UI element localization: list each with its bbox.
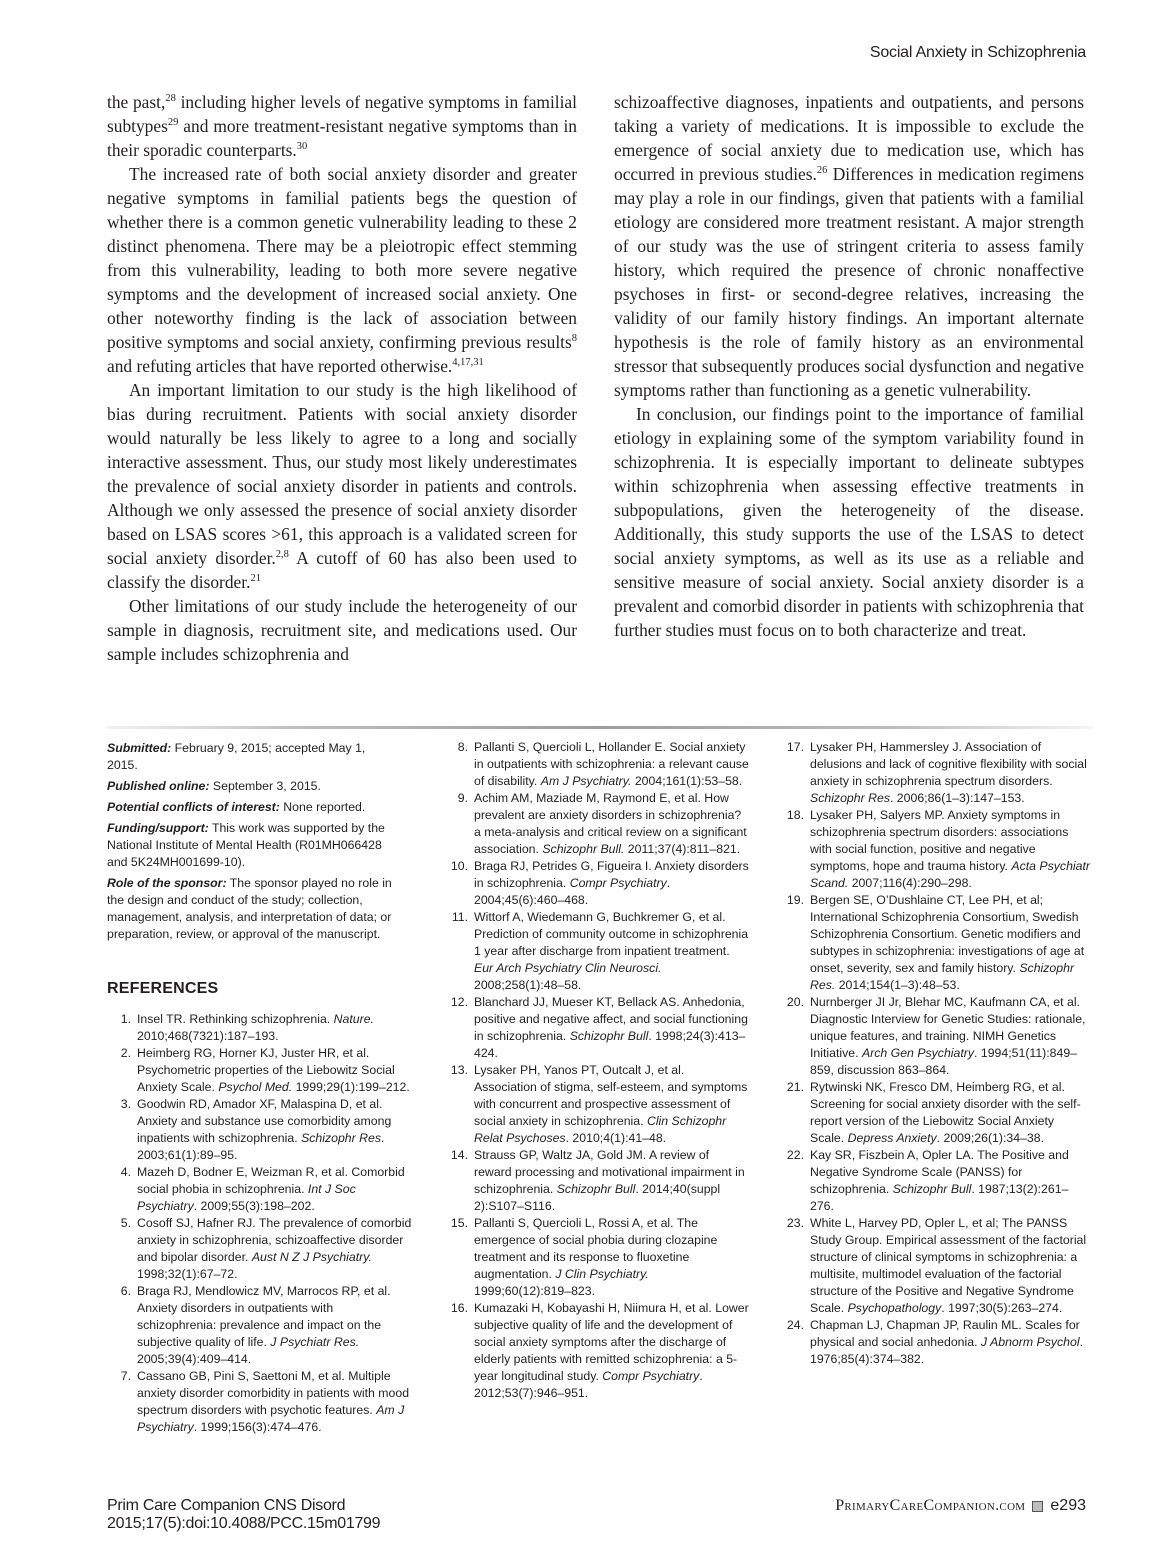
reference-item <box>444 1300 749 1402</box>
body-paragraph <box>614 90 1084 402</box>
reference-details: . 1994;51(11):849–859, discussion 863–864. <box>810 1046 1078 1077</box>
note-submitted <box>107 740 397 774</box>
reference-number: 24. <box>786 1318 804 1332</box>
note-text: None reported. <box>279 800 366 814</box>
body-paragraph <box>107 90 577 162</box>
body-text: The increased rate of both social anxiety disorder and greater negative symptoms in familial patients begs the question of whether there is a common genetic vulnerability leading to these 2 distinct phenomena. There may be a pleiotropic effect stemming from this vulnerability, leading to both more severe negative symptoms and the development of increased social anxiety. One other noteworthy finding is the lack of association between positive symptoms and social anxiety, confirming previous results <box>107 164 577 352</box>
reference-item <box>444 994 749 1062</box>
reference-journal: Am J Psychiatry. <box>540 774 632 788</box>
reference-text: White L, Harvey PD, Opler L, et al; The PANSS Study Group. Empirical assessment of the factorial structure of clinical symptoms in schizophrenia: a multisite, multimodel evaluation of the factorial structure of the Positive and Negative Syndrome Scale. <box>810 1216 1087 1315</box>
reference-text: Kay SR, Fiszbein A, Opler LA. The Positive and Negative Syndrome Scale (PANSS) for schizophrenia. <box>810 1148 1069 1196</box>
journal-citation <box>107 1497 380 1533</box>
note-text: September 3, 2015. <box>209 779 321 793</box>
reference-text: Kumazaki H, Kobayashi H, Niimura H, et al. Lower subjective quality of life and the development of social anxiety symptoms after the discharge of elderly patients with remitted schizophrenia: a 5-year longitudinal study. <box>474 1301 749 1383</box>
reference-text: Bergen SE, O’Dushlaine CT, Lee PH, et al; International Schizophrenia Consortium, Swedish Schizophrenia Consortium. Genetic modifiers and subtypes in schizophrenia: investigations of age at onset, severity, sex and family history. <box>810 893 1085 975</box>
reference-journal: J Clin Psychiatry. <box>555 1267 649 1281</box>
reference-text: Rytwinski NK, Fresco DM, Heimberg RG, et al. Screening for social anxiety disorder with the self-report version of the Liebowitz Social Anxiety Scale. <box>810 1080 1081 1145</box>
reference-details: . 2004;45(6):460–468. <box>474 876 671 907</box>
reference-item <box>107 1096 412 1164</box>
article-notes <box>107 740 397 947</box>
reference-text: Cosoff SJ, Hafner RJ. The prevalence of comorbid anxiety in schizophrenia, schizoaffective disorder and bipolar disorder. <box>137 1216 412 1264</box>
reference-details: 1999;60(12):819–823. <box>474 1284 596 1298</box>
reference-text: Goodwin RD, Amador XF, Malaspina D, et al. Anxiety and substance use comorbidity among inpatients with schizophrenia. <box>137 1097 392 1145</box>
reference-item <box>444 858 749 909</box>
reference-text: Chapman LJ, Chapman JP, Raulin ML. Scales for physical and social anhedonia. <box>810 1318 1080 1349</box>
body-text: Differences in medication regimens may play a role in our findings, given that patients with a familial etiology are considered more treatment resistant. A major strength of our study was the use of stringent criteria to assess family history, which required the presence of chronic nonaffective psychoses in first- or second-degree relatives, increasing the validity of our family history findings. An important alternate hypothesis is the role of family history as an environmental stressor that subsequently produces social dysfunction and negative symptoms rather than functioning as a genetic vulnerability. <box>614 164 1084 400</box>
note-text: This work was supported by the National Institute of Mental Health (R01MH066428 and 5K24MH001699-10). <box>107 821 385 869</box>
reference-number: 11. <box>451 910 468 924</box>
reference-journal: Schizophr Res. <box>810 961 1075 992</box>
note-text: The sponsor played no role in the design and conduct of the study; collection, management, analysis, and interpretation of data; or preparation, review, or approval of the manuscript. <box>107 876 392 941</box>
reference-number: 13. <box>450 1063 468 1077</box>
reference-number: 22. <box>786 1148 804 1162</box>
reference-details: 2004;161(1):53–58. <box>631 774 743 788</box>
reference-details: . 1998;24(3):413–424. <box>474 1029 746 1060</box>
body-text: A cutoff of 60 has also been used to classify the disorder. <box>107 548 577 592</box>
reference-text: Blanchard JJ, Mueser KT, Bellack AS. Anhedonia, positive and negative affect, and social functioning in schizophrenia. <box>474 995 748 1043</box>
citation-superscript: 2,8 <box>275 549 289 560</box>
body-text: Other limitations of our study include the heterogeneity of our sample in diagnosis, recruitment site, and medications used. Our sample includes schizophrenia and <box>107 596 577 664</box>
reference-journal: Schizophr Res <box>301 1131 382 1145</box>
reference-text: Cassano GB, Pini S, Saettoni M, et al. Multiple anxiety disorder comorbidity in patients with mood spectrum disorders with psychotic features. <box>137 1369 410 1417</box>
citation-superscript: 28 <box>165 93 176 104</box>
reference-item <box>780 1317 1090 1368</box>
square-icon <box>1032 1501 1043 1512</box>
reference-journal: J Abnorm Psychol <box>980 1335 1080 1349</box>
reference-details: 2011;37(4):811–821. <box>624 842 741 856</box>
reference-number: 8. <box>457 740 468 754</box>
reference-text: Pallanti S, Quercioli L, Hollander E. Social anxiety in outpatients with schizophrenia: a relevant cause of disability. <box>474 740 749 788</box>
reference-details: . 1987;13(2):261–276. <box>810 1182 1069 1213</box>
reference-journal: Depress Anxiety <box>847 1131 937 1145</box>
reference-number: 7. <box>120 1369 131 1383</box>
reference-item <box>107 1368 412 1436</box>
reference-text: Lysaker PH, Yanos PT, Outcalt J, et al. Association of stigma, self-esteem, and symptoms with concurrent and prospective assessment of social anxiety in schizophrenia. <box>474 1063 748 1128</box>
reference-journal: Eur Arch Psychiatry Clin Neurosci. <box>474 961 662 975</box>
references-column-3 <box>780 739 1090 1368</box>
reference-journal: Psychol Med. <box>218 1080 293 1094</box>
note-funding <box>107 820 397 871</box>
reference-journal: Clin Schizophr Relat Psychoses <box>474 1114 727 1145</box>
reference-journal: Int J Soc Psychiatry <box>137 1182 356 1213</box>
reference-number: 16. <box>450 1301 468 1315</box>
body-column-left <box>107 90 577 666</box>
references-heading: REFERENCES <box>107 980 219 997</box>
reference-journal: Schizophr Bull <box>556 1182 636 1196</box>
citation-superscript: 26 <box>816 165 828 176</box>
journal-doi: 2015;17(5):doi:10.4088/PCC.15m01799 <box>107 1515 381 1532</box>
reference-number: 4. <box>120 1165 131 1179</box>
reference-item <box>780 994 1090 1079</box>
reference-item <box>444 739 749 790</box>
reference-text: Strauss GP, Waltz JA, Gold JM. A review of reward processing and motivational impairment in schizophrenia. <box>474 1148 745 1196</box>
note-label: Funding/support: <box>107 821 209 835</box>
reference-journal: J Psychiatr Res. <box>270 1335 360 1349</box>
reference-item <box>107 1045 412 1096</box>
reference-details: 2005;39(4):409–414. <box>137 1352 252 1366</box>
reference-details: . 1997;30(5):263–274. <box>941 1301 1063 1315</box>
reference-number: 10. <box>450 859 468 873</box>
reference-number: 6. <box>120 1284 131 1298</box>
reference-details: . 1999;156(3):474–476. <box>193 1420 322 1434</box>
reference-item <box>444 1062 749 1147</box>
reference-item <box>780 807 1090 892</box>
reference-number: 2. <box>120 1046 131 1060</box>
reference-text: Lysaker PH, Hammersley J. Association of delusions and lack of cognitive flexibility with social anxiety in schizophrenia spectrum disorders. <box>810 740 1087 788</box>
body-paragraph <box>107 594 577 666</box>
reference-item <box>444 790 749 858</box>
reference-number: 23. <box>786 1216 804 1230</box>
references-column-2 <box>444 739 749 1402</box>
reference-text: Mazeh D, Bodner E, Weizman R, et al. Comorbid social phobia in schizophrenia. <box>137 1165 405 1196</box>
reference-number: 21. <box>786 1080 804 1094</box>
citation-superscript: 21 <box>250 573 261 584</box>
note-label: Potential conflicts of interest: <box>107 800 280 814</box>
page-footer-right <box>835 1497 1086 1515</box>
body-paragraph <box>107 162 577 378</box>
note-sponsor-role <box>107 875 397 943</box>
reference-details: 1998;32(1):67–72. <box>137 1267 238 1281</box>
note-conflicts <box>107 799 397 816</box>
reference-journal: Arch Gen Psychiatry <box>861 1046 975 1060</box>
reference-journal: Schizophr Bull <box>569 1029 649 1043</box>
reference-text: Braga RJ, Mendlowicz MV, Marrocos RP, et al. Anxiety disorders in outpatients with schizophrenia: prevalence and impact on the subjective quality of life. <box>137 1284 391 1349</box>
reference-details: . 1976;85(4):374–382. <box>810 1335 1083 1366</box>
reference-item <box>780 1215 1090 1317</box>
reference-details: . 2009;55(3):198–202. <box>193 1199 315 1213</box>
reference-text: Lysaker PH, Salyers MP. Anxiety symptoms in schizophrenia spectrum disorders: associations with social function, positive and negative symptoms, hope and trauma history. <box>810 808 1069 873</box>
body-text: and refuting articles that have reported otherwise. <box>107 356 453 376</box>
reference-text: Pallanti S, Quercioli L, Rossi A, et al. The emergence of social phobia during clozapine treatment and its response to fluoxetine augmentation. <box>474 1216 718 1281</box>
reference-text: Braga RJ, Petrides G, Figueira I. Anxiety disorders in schizophrenia. <box>474 859 749 890</box>
reference-text: Wittorf A, Wiedemann G, Buchkremer G, et al. Prediction of community outcome in schizophrenia 1 year after discharge from inpatient treatment. <box>474 910 749 958</box>
reference-text: Heimberg RG, Horner KJ, Juster HR, et al. Psychometric properties of the Liebowitz Social Anxiety Scale. <box>137 1046 395 1094</box>
body-text: In conclusion, our findings point to the importance of familial etiology in explaining some of the symptom variability found in schizophrenia. It is especially important to delineate subtypes within schizophrenia when assessing effective treatments in subpopulations, given the heterogeneity of the disease. Additionally, this study supports the use of the LSAS to detect social anxiety symptoms, as well as its use as a reliable and sensitive measure of social anxiety. Social anxiety disorder is a prevalent and comorbid disorder in patients with schizophrenia that further studies must focus on to both characterize and treat. <box>614 404 1084 640</box>
note-label: Published online: <box>107 779 210 793</box>
body-text: the past, <box>107 92 166 112</box>
reference-details: 2014;154(1–3):48–53. <box>835 978 960 992</box>
reference-details: . 2009;26(1):34–38. <box>936 1131 1045 1145</box>
reference-details: . 2006;86(1–3):147–153. <box>889 791 1025 805</box>
reference-item <box>107 1164 412 1215</box>
reference-text: Achim AM, Maziade M, Raymond E, et al. How prevalent are anxiety disorders in schizophrenia? a meta-analysis and critical review on a significant association. <box>474 791 747 856</box>
reference-item <box>780 739 1090 807</box>
body-text: An important limitation to our study is the high likelihood of bias during recruitment. Patients with social anxiety disorder would naturally be less likely to agree to a long and socially interactive assessment. Thus, our study most likely underestimates the prevalence of social anxiety disorder in patients and controls. Although we only assessed the presence of social anxiety disorder based on LSAS scores >61, this approach is a validated screen for social anxiety disorder. <box>107 380 577 568</box>
reference-journal: Schizophr Bull <box>892 1182 972 1196</box>
reference-number: 9. <box>457 791 468 805</box>
reference-details: . 2012;53(7):946–951. <box>474 1369 703 1400</box>
reference-details: . 2014;40(suppl 2):S107–S116. <box>474 1182 721 1213</box>
running-title: Social Anxiety in Schizophrenia <box>869 44 1086 61</box>
citation-superscript: 8 <box>571 333 577 344</box>
reference-details: . 2003;61(1):89–95. <box>137 1131 385 1162</box>
body-paragraph <box>614 402 1084 642</box>
site-link[interactable]: PrimaryCareCompanion.com <box>835 1497 1026 1514</box>
reference-item <box>107 1215 412 1283</box>
reference-details: 2008;258(1):48–58. <box>474 978 582 992</box>
note-published-online <box>107 778 397 795</box>
reference-item <box>107 1283 412 1368</box>
reference-number: 20. <box>786 995 804 1009</box>
reference-item <box>780 1079 1090 1147</box>
reference-journal: Acta Psychiatr Scand. <box>810 859 1090 890</box>
body-column-right <box>614 90 1084 642</box>
reference-number: 1. <box>120 1012 131 1026</box>
reference-journal: Compr Psychiatry <box>569 876 667 890</box>
reference-journal: Am J Psychiatry <box>137 1403 405 1434</box>
reference-details: . 2010;4(1):41–48. <box>565 1131 667 1145</box>
page-number: e293 <box>1050 1497 1086 1514</box>
reference-number: 15. <box>450 1216 468 1230</box>
note-label: Role of the sponsor: <box>107 876 227 890</box>
reference-item <box>780 1147 1090 1215</box>
note-text: February 9, 2015; accepted May 1, 2015. <box>107 741 366 772</box>
reference-item <box>444 1215 749 1300</box>
note-label: Submitted: <box>107 741 172 755</box>
reference-number: 14. <box>450 1148 468 1162</box>
reference-journal: Nature. <box>333 1012 374 1026</box>
reference-item <box>107 1011 412 1045</box>
reference-journal: Schizophr Res <box>810 791 890 805</box>
reference-item <box>444 1147 749 1215</box>
reference-number: 3. <box>120 1097 131 1111</box>
reference-number: 5. <box>120 1216 131 1230</box>
section-divider <box>107 726 1093 729</box>
reference-number: 12. <box>450 995 468 1009</box>
reference-journal: Psychopathology <box>847 1301 942 1315</box>
reference-number: 18. <box>786 808 804 822</box>
body-text: and more treatment-resistant negative symptoms than in their sporadic counterparts. <box>107 116 577 160</box>
reference-journal: Compr Psychiatry <box>602 1369 700 1383</box>
citation-superscript: 29 <box>167 117 179 128</box>
reference-item <box>780 892 1090 994</box>
reference-text: Insel TR. Rethinking schizophrenia. <box>137 1012 334 1026</box>
reference-number: 17. <box>786 740 804 754</box>
body-text: schizoaffective diagnoses, inpatients and outpatients, and persons taking a variety of medications. It is impossible to exclude the emergence of social anxiety due to medication use, which has occurred in previous studies. <box>614 92 1084 184</box>
body-paragraph <box>107 378 577 594</box>
reference-journal: Schizophr Bull. <box>542 842 625 856</box>
reference-journal: Aust N Z J Psychiatry. <box>251 1250 372 1264</box>
citation-superscript: 30 <box>296 141 308 152</box>
reference-text: Nurnberger JI Jr, Blehar MC, Kaufmann CA, et al. Diagnostic Interview for Genetic Studies: rationale, unique features, and training. NIMH Genetics Initiative. <box>810 995 1086 1060</box>
body-text: including higher levels of negative symptoms in familial subtypes <box>107 92 577 136</box>
reference-details: 2007;116(4):290–298. <box>848 876 972 890</box>
reference-item <box>444 909 749 994</box>
journal-name: Prim Care Companion CNS Disord <box>107 1497 346 1514</box>
citation-superscript: 4,17,31 <box>452 357 484 368</box>
references-column-1 <box>107 1011 412 1436</box>
reference-details: 2010;468(7321):187–193. <box>137 1029 279 1043</box>
reference-number: 19. <box>786 893 804 907</box>
reference-details: 1999;29(1):199–212. <box>292 1080 410 1094</box>
